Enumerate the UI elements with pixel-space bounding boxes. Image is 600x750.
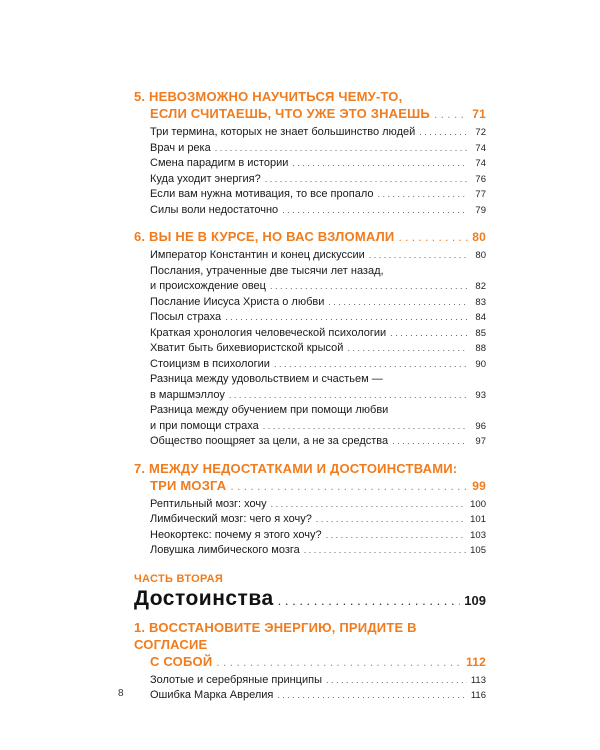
chapter-title-line: 5. НЕВОЗМОЖНО НАУЧИТЬСЯ ЧЕМУ-ТО, (134, 89, 403, 104)
chapter-title-line: 1. ВОССТАНОВИТЕ ЭНЕРГИЮ, ПРИДИТЕ В СОГЛАСИЕ (134, 619, 417, 652)
chapter-page-number: 71 (472, 107, 486, 121)
toc-entry[interactable] (134, 172, 486, 188)
entry-page-number: 100 (470, 498, 486, 510)
leader-dots (304, 543, 466, 559)
entry-title-line: Разница между обучением при помощи любви (150, 404, 389, 416)
entry-title-line: Посыл страха (150, 311, 222, 323)
toc-entry[interactable] (134, 310, 486, 326)
entry-title-line: Разница между удовольствием и счастьем — (150, 373, 383, 385)
toc-entry[interactable] (134, 156, 486, 172)
entry-page-number: 103 (470, 529, 486, 541)
entry-title-line: Рептильный мозг: хочу (150, 497, 267, 510)
entry-title-line: Врач и река (150, 141, 211, 154)
entry-title-line: Император Константин и конец дискуссии (150, 249, 365, 261)
entry-page-number: 116 (470, 690, 486, 701)
chapter-heading[interactable] (134, 228, 486, 246)
entry-title-line: Если вам нужна мотивация, то все пропало (150, 188, 374, 200)
entry-title-line: и при помощи страха (150, 419, 259, 432)
toc-entry[interactable] (134, 125, 486, 141)
entry-title-line: Послание Иисуса Христа о любви (150, 295, 325, 308)
entry-title-line: Стоицизм в психологии (150, 357, 270, 370)
toc-entry[interactable] (134, 673, 486, 689)
entry-page-number: 101 (470, 514, 486, 525)
leader-dots (292, 156, 468, 172)
entry-page-number: 96 (475, 420, 486, 432)
leader-dots (229, 388, 468, 404)
leader-dots (326, 673, 467, 689)
toc-entry[interactable] (134, 512, 486, 528)
toc-entry[interactable] (134, 357, 486, 373)
leader-dots (347, 341, 468, 357)
leader-dots (230, 478, 468, 495)
part-title-row[interactable] (134, 587, 486, 611)
part-page-number: 109 (464, 592, 486, 608)
entry-page-number: 113 (470, 674, 486, 686)
leader-dots (271, 497, 466, 513)
entry-page-number: 82 (475, 281, 486, 292)
leader-dots (277, 688, 466, 704)
leader-dots (369, 248, 468, 264)
entry-page-number: 74 (475, 158, 486, 169)
leader-dots (419, 125, 468, 141)
toc-entry[interactable] (134, 434, 486, 450)
entry-title-line: Лимбический мозг: чего я хочу? (150, 513, 312, 525)
entry-title-line: Неокортекс: почему я этого хочу? (150, 528, 322, 541)
leader-dots (392, 434, 468, 450)
entry-title-line: Силы воли недостаточно (150, 203, 279, 216)
toc-entry[interactable] (134, 543, 486, 559)
entry-page-number: 80 (475, 250, 486, 261)
toc-entry[interactable] (134, 326, 486, 342)
leader-dots (326, 528, 467, 544)
toc-entry[interactable] (134, 688, 486, 704)
entry-title-line: Хватит быть бихевиористской крысой (150, 342, 344, 354)
chapter-heading[interactable] (134, 619, 486, 671)
entry-page-number: 105 (470, 545, 486, 556)
toc-entry[interactable] (134, 248, 486, 264)
entry-title-line: в маршмэллоу (150, 388, 225, 401)
table-of-contents (134, 88, 486, 714)
part-title: Достоинства (134, 586, 274, 610)
entry-list (134, 125, 486, 218)
entry-title-line: Общество поощряет за цели, а не за средства (150, 435, 389, 447)
entry-title-line: Куда уходит энергия? (150, 172, 261, 185)
part-one-chapters (134, 88, 486, 559)
chapter-page-number: 80 (472, 230, 486, 244)
leader-dots (328, 295, 468, 311)
entry-title-line: Смена парадигм в истории (150, 157, 289, 169)
entry-title-line: и происхождение овец (150, 280, 266, 292)
page-number: 8 (118, 688, 124, 699)
leader-dots (398, 229, 468, 246)
entry-page-number: 79 (475, 204, 486, 216)
part-two-chapters (134, 619, 486, 704)
entry-page-number: 83 (475, 296, 486, 308)
toc-entry[interactable] (134, 528, 486, 544)
entry-page-number: 88 (475, 343, 486, 354)
entry-page-number: 76 (475, 173, 486, 185)
leader-dots (377, 187, 468, 203)
entry-page-number: 84 (475, 312, 486, 323)
chapter-page-number: 112 (466, 654, 486, 669)
leader-dots (316, 512, 466, 528)
toc-entry[interactable] (134, 295, 486, 311)
leader-dots (282, 203, 468, 219)
chapter-title-line: ТРИ МОЗГА (150, 477, 227, 493)
entry-page-number: 72 (475, 127, 486, 138)
leader-dots (216, 654, 462, 671)
chapter-heading[interactable] (134, 88, 486, 123)
entry-title-line: Краткая хронология человеческой психологии (150, 326, 387, 339)
chapter-title-line: 6. ВЫ НЕ В КУРСЕ, НО ВАС ВЗЛОМАЛИ (134, 229, 395, 244)
entry-page-number: 93 (475, 389, 486, 401)
toc-entry[interactable] (134, 141, 486, 157)
entry-page-number: 90 (475, 358, 486, 370)
toc-entry[interactable] (134, 264, 486, 295)
entry-page-number: 77 (475, 189, 486, 200)
leader-dots (263, 419, 468, 435)
chapter-page-number: 99 (472, 478, 486, 493)
entry-title-line: Три термина, которых не знает большинство людей (150, 126, 416, 138)
entry-title-line: Ловушка лимбического мозга (150, 544, 300, 556)
entry-page-number: 74 (475, 142, 486, 154)
leader-dots (270, 279, 468, 295)
chapter-title-line: С СОБОЙ (150, 653, 213, 669)
leader-dots (278, 593, 461, 608)
entry-list (134, 673, 486, 704)
entry-title-line: Золотые и серебряные принципы (150, 673, 322, 686)
chapter (134, 88, 486, 218)
toc-entry[interactable] (134, 372, 486, 403)
entry-page-number: 85 (475, 327, 486, 339)
chapter (134, 619, 486, 704)
toc-entry[interactable] (134, 203, 486, 219)
chapter-title-line: ЕСЛИ СЧИТАЕШЬ, ЧТО УЖЕ ЭТО ЗНАЕШЬ (150, 106, 430, 121)
toc-entry[interactable] (134, 403, 486, 434)
chapter-heading[interactable] (134, 460, 486, 495)
entry-list (134, 248, 486, 450)
chapter-title-line: 7. МЕЖДУ НЕДОСТАТКАМИ И ДОСТОИНСТВАМИ: (134, 460, 458, 476)
part-label: ЧАСТЬ ВТОРАЯ (134, 572, 224, 585)
leader-dots (274, 357, 468, 373)
leader-dots (265, 172, 468, 188)
chapter (134, 460, 486, 559)
chapter (134, 228, 486, 450)
leader-dots (434, 106, 468, 123)
leader-dots (215, 141, 468, 157)
entry-title-line: Ошибка Марка Аврелия (150, 689, 274, 701)
toc-entry[interactable] (134, 341, 486, 357)
entry-title-line: Послания, утраченные две тысячи лет назад, (150, 264, 384, 277)
toc-entry[interactable] (134, 187, 486, 203)
leader-dots (225, 310, 468, 326)
leader-dots (390, 326, 468, 342)
entry-page-number: 97 (475, 436, 486, 447)
entry-list (134, 497, 486, 559)
toc-entry[interactable] (134, 497, 486, 513)
